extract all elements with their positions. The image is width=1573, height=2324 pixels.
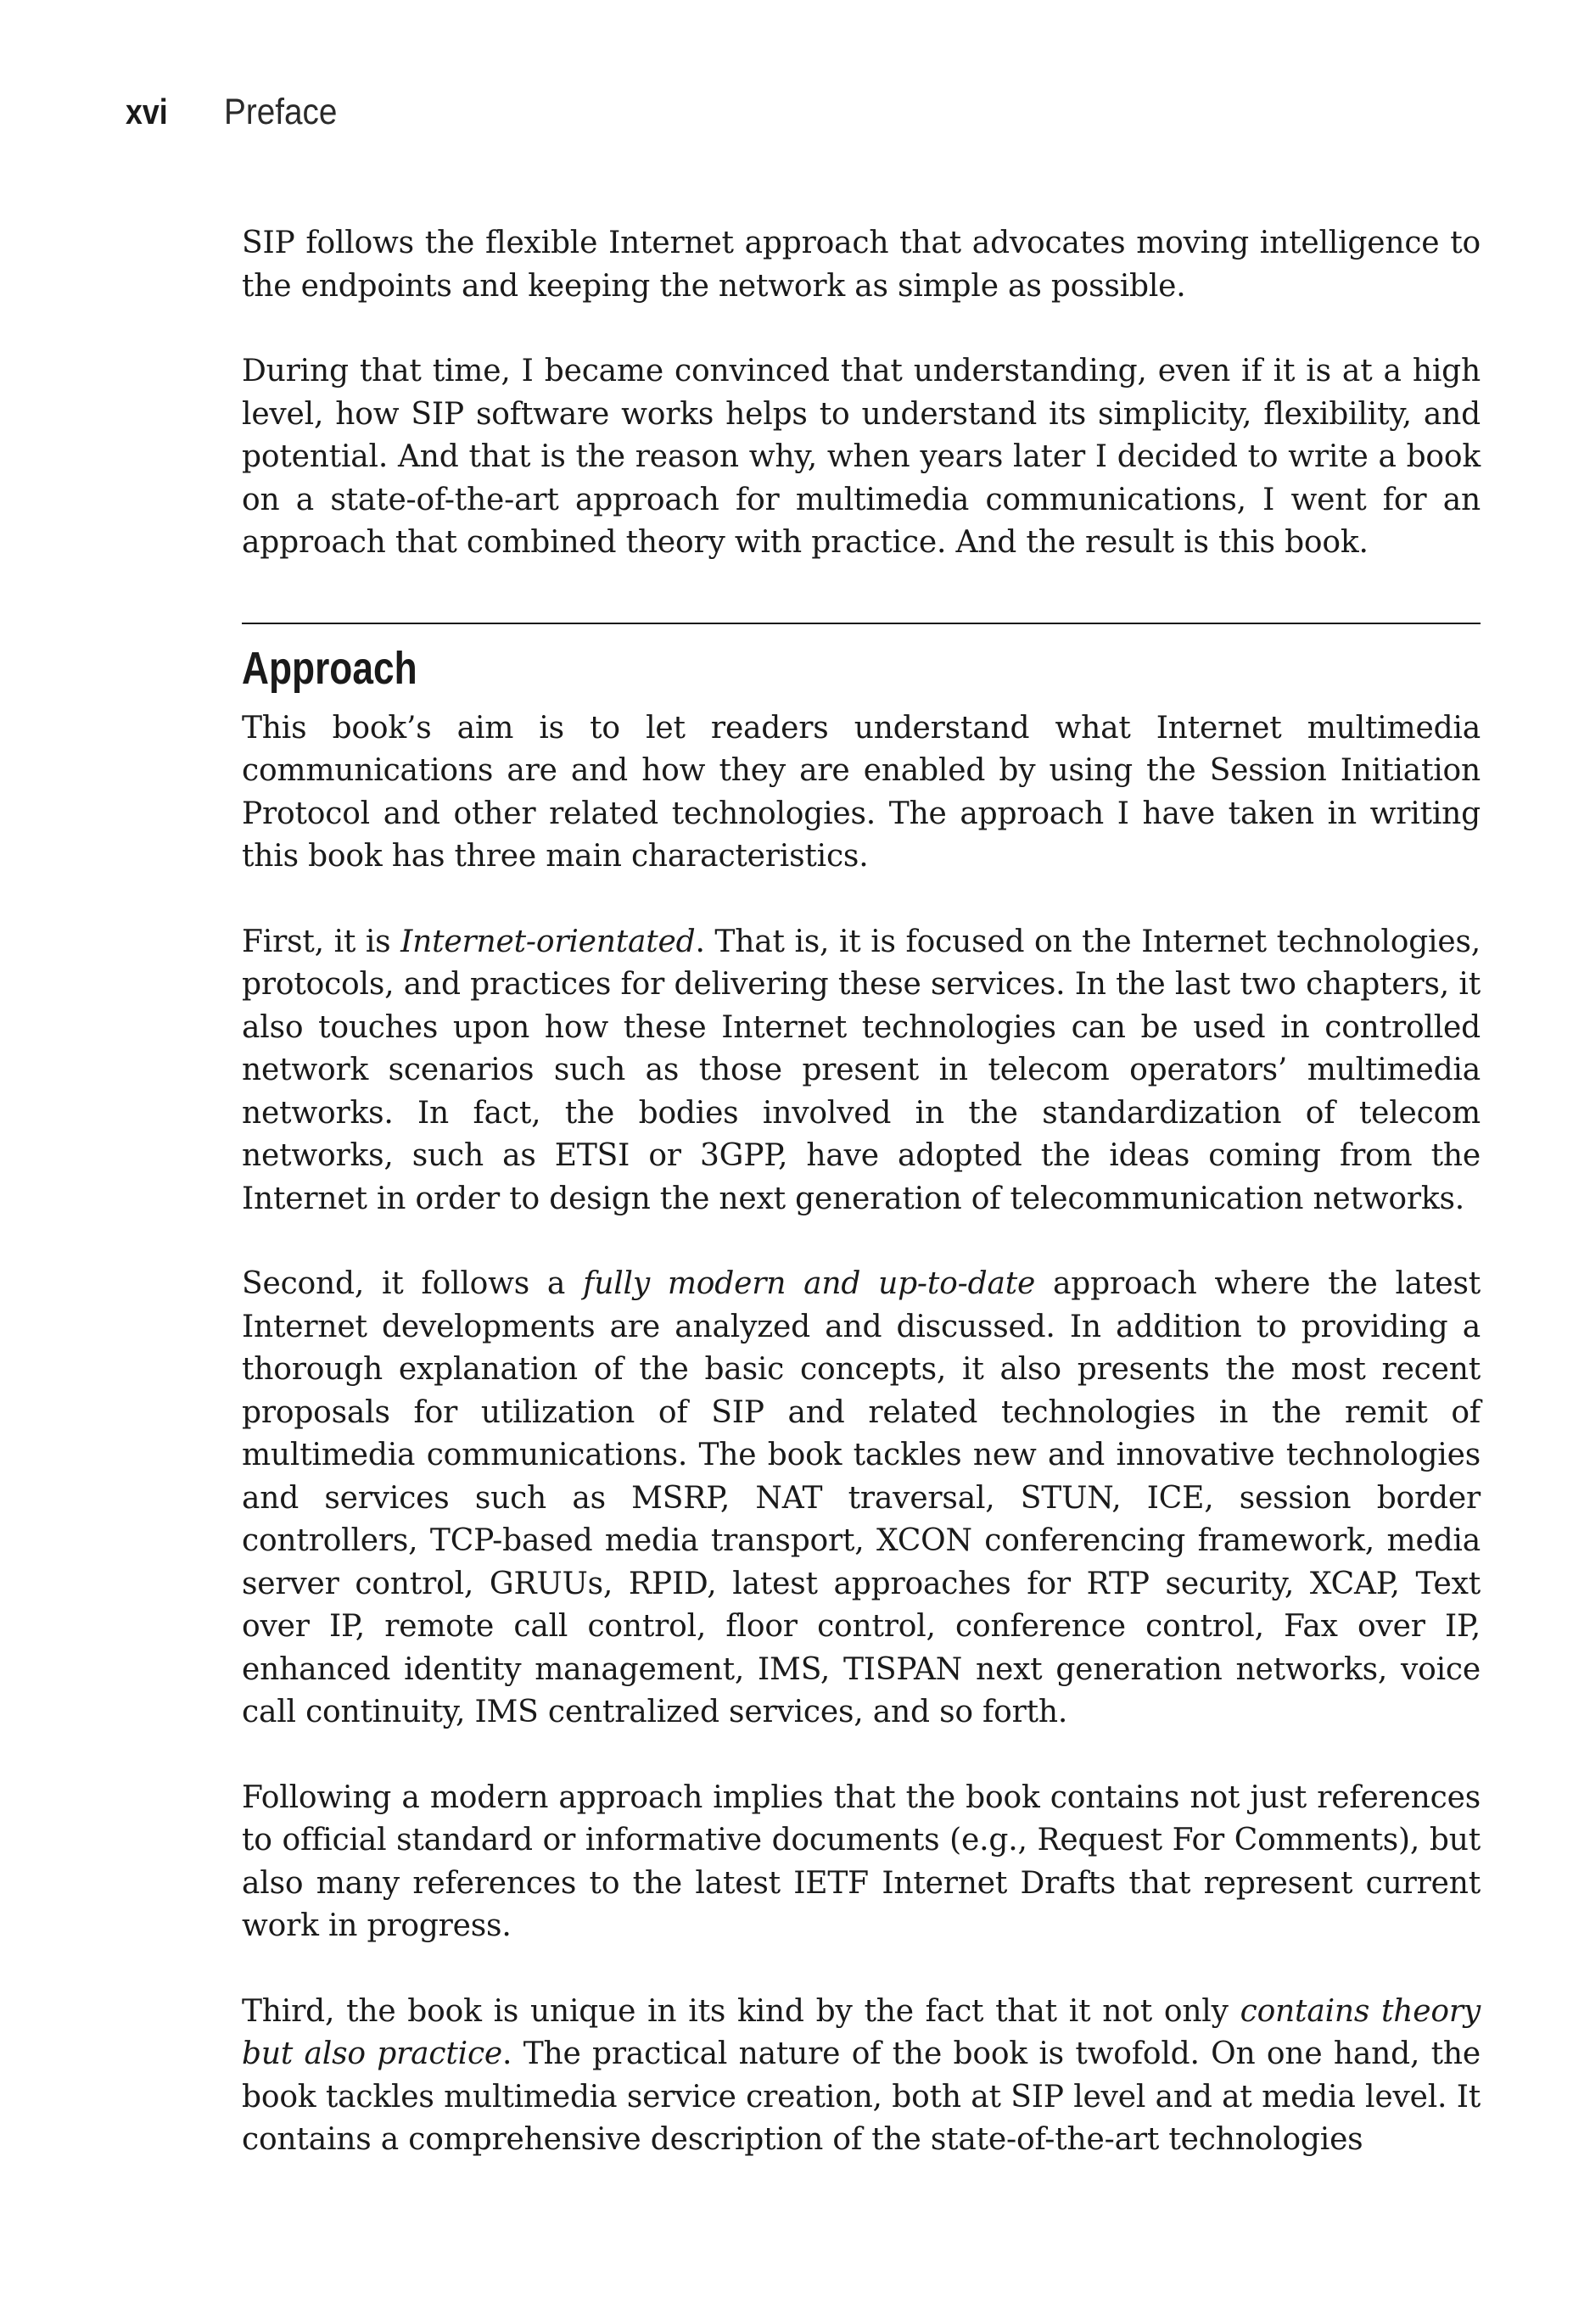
approach-paragraph-2	[242, 921, 1481, 1221]
emphasis-text: fully modern and up-to-date	[583, 1266, 1036, 1301]
section-heading: Approach	[242, 642, 417, 694]
approach-paragraph-1: This book’s aim is to let readers understand what Internet multimedia communications are and how they are enabled by using the Session Initiation Protocol and other related technologies. The approach I have taken in writing this book has three main characteristics.	[242, 710, 1481, 874]
emphasis-text: contains theory but also practice	[242, 1993, 1481, 2071]
text-run: approach where the latest Internet developments are analyzed and discussed. In addition to providing a thorough explanation of the basic concepts, it also presents the most recent proposals for utilization of SIP and related technologies in the remit of multimedia communications. The book tackles new and innovative technologies and services such as MSRP, NAT traversal, STUN, ICE, session border controllers, TCP-based media transport, XCON conferencing framework, media server control, GRUUs, RPID, latest approaches for RTP security, XCAP, Text over IP, remote call control, floor control, conference control, Fax over IP, enhanced identity management, IMS, TISPAN next generation networks, voice call continuity, IMS centralized services, and so forth.	[242, 1266, 1481, 1729]
text-run: . The practical nature of the book is twofold. On one hand, the book tackles multimedia service creation, both at SIP level and at media level. It contains a comprehensive description of the state-of-the-art technologies	[242, 2036, 1481, 2157]
text-run: First, it is	[242, 924, 401, 959]
page-body	[242, 222, 1481, 2204]
approach-paragraph-4: Following a modern approach implies that the book contains not just references to official standard or informative documents (e.g., Request For Comments), but also many references to the latest IETF Internet Drafts that represent current work in progress.	[242, 1779, 1481, 1943]
emphasis-text: Internet-orientated	[400, 924, 696, 959]
approach-paragraph-3	[242, 1263, 1481, 1735]
running-head: Preface	[224, 92, 338, 132]
approach-paragraph-5	[242, 1991, 1481, 2162]
intro-paragraph-1: SIP follows the flexible Internet approach that advocates moving intelligence to the endpoints and keeping the network as simple as possible.	[242, 226, 1481, 304]
text-run: Second, it follows a	[242, 1266, 584, 1301]
intro-paragraph-2: During that time, I became convinced that understanding, even if it is at a high level, how SIP software works helps to understand its simplicity, flexibility, and potential. And that is the reason why, when years later I decided to write a book on a state-of-the-art approach for multimedia communications, I went for an approach that combined theory with practice. And the result is this book.	[242, 354, 1481, 560]
page-number: xvi	[126, 92, 168, 131]
text-run: Third, the book is unique in its kind by the fact that it not only	[242, 1993, 1240, 2029]
page-header	[126, 92, 350, 142]
text-run: . That is, it is focused on the Internet technologies, protocols, and practices for delivering these services. In the last two chapters, it also touches upon how these Internet technologies can be used in controlled network scenarios such as those present in telecom operators’ multimedia networks. In fact, the bodies involved in the standardization of telecom networks, such as ETSI or 3GPP, have adopted the ideas coming from the Internet in order to design the next generation of telecommunication networks.	[242, 924, 1481, 1216]
section-heading-wrapper	[242, 624, 1481, 707]
